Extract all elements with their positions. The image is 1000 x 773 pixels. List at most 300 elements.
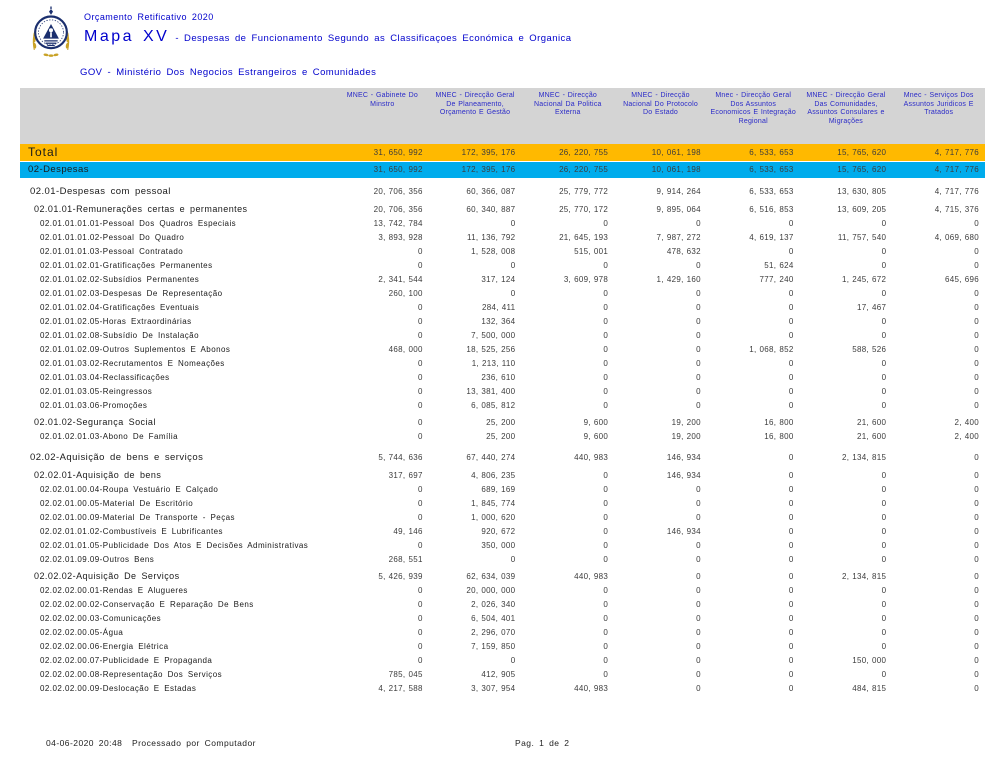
table-row — [20, 640, 985, 654]
cell-value: 777, 240 — [759, 275, 794, 284]
cell-value: 0 — [974, 471, 980, 480]
cell-value: 0 — [696, 359, 701, 368]
cell-value: 0 — [788, 471, 794, 480]
row-label: 02.02-Aquisição de bens e serviços — [30, 452, 204, 463]
cell-value: 588, 526 — [852, 345, 887, 354]
ministry-line: GOV - Ministério Dos Negocios Estrangeiros e Comunidades — [80, 67, 377, 78]
cell-value: 10, 061, 198 — [651, 165, 701, 174]
cell-value: 0 — [788, 670, 794, 679]
table-row — [20, 654, 985, 668]
cell-value: 0 — [510, 656, 516, 665]
cell-value: 0 — [974, 373, 980, 382]
cell-value: 0 — [788, 331, 794, 340]
cell-value: 6, 533, 653 — [749, 148, 794, 157]
cell-value: 440, 983 — [574, 572, 609, 581]
map-title-line — [84, 28, 571, 46]
cell-value: 0 — [788, 401, 794, 410]
cell-value: 49, 146 — [393, 527, 423, 536]
cell-value: 440, 983 — [574, 684, 609, 693]
table-row — [20, 315, 985, 329]
table-row — [20, 569, 985, 584]
cell-value: 0 — [788, 219, 794, 228]
cell-value: 0 — [696, 614, 701, 623]
cell-value: 10, 061, 198 — [651, 148, 701, 157]
budget-table — [20, 88, 985, 696]
cell-value: 0 — [696, 401, 701, 410]
cell-value: 0 — [603, 628, 609, 637]
column-header-classification — [20, 88, 336, 92]
cell-value: 0 — [603, 359, 609, 368]
cell-value: 0 — [603, 373, 609, 382]
cell-value: 0 — [788, 656, 794, 665]
cell-value: 0 — [881, 317, 887, 326]
cell-value: 0 — [417, 586, 423, 595]
row-label: 02.01.01.02.09-Outros Suplementos E Abonos — [40, 345, 231, 354]
table-row — [20, 287, 985, 301]
cell-value: 0 — [788, 586, 794, 595]
cell-value: 7, 159, 850 — [471, 642, 516, 651]
cell-value: 0 — [696, 345, 701, 354]
cell-value: 31, 650, 992 — [373, 148, 423, 157]
cell-value: 0 — [881, 628, 887, 637]
cell-value: 0 — [881, 586, 887, 595]
cell-value: 21, 600 — [857, 432, 887, 441]
cell-value: 0 — [603, 656, 609, 665]
row-label: 02.02.02.00.02-Conservação E Reparação De Bens — [40, 600, 254, 609]
table-row — [20, 343, 985, 357]
row-label: 02.02.02.00.03-Comunicações — [40, 614, 162, 623]
cell-value: 0 — [696, 331, 701, 340]
cell-value: 0 — [881, 485, 887, 494]
cell-value: 0 — [417, 387, 423, 396]
cell-value: 0 — [974, 247, 980, 256]
table-row — [20, 259, 985, 273]
cell-value: 60, 366, 087 — [466, 187, 516, 196]
cell-value: 0 — [974, 670, 980, 679]
cell-value: 0 — [417, 513, 423, 522]
cell-value: 478, 632 — [666, 247, 701, 256]
cell-value: 11, 136, 792 — [466, 233, 516, 242]
cell-value: 350, 000 — [481, 541, 516, 550]
cell-value: 0 — [696, 387, 701, 396]
cell-value: 0 — [417, 642, 423, 651]
column-header: MNEC - Direcção Nacional Do Protocolo Do Estado — [623, 92, 698, 116]
cell-value: 317, 124 — [481, 275, 516, 284]
cell-value: 0 — [603, 642, 609, 651]
cell-value: 0 — [788, 247, 794, 256]
cell-value: 4, 619, 137 — [749, 233, 794, 242]
row-label: 02.01.02.01.03-Abono De Família — [40, 432, 179, 441]
cell-value: 0 — [974, 628, 980, 637]
cell-value: 0 — [603, 289, 609, 298]
cell-value: 0 — [881, 387, 887, 396]
cell-value: 1, 213, 110 — [471, 359, 516, 368]
cell-value: 0 — [603, 303, 609, 312]
cell-value: 0 — [417, 331, 423, 340]
cell-value: 6, 504, 401 — [471, 614, 516, 623]
cell-value: 0 — [881, 471, 887, 480]
cell-value: 2, 400 — [954, 418, 980, 427]
cell-value: 1, 245, 672 — [841, 275, 887, 284]
cell-value: 2, 400 — [954, 432, 980, 441]
cape-verde-emblem-icon — [26, 6, 76, 62]
cell-value: 2, 026, 340 — [471, 600, 516, 609]
row-label: 02.01.01.02.03-Despesas De Representação — [40, 289, 223, 298]
row-label: 02.01.01.01.02-Pessoal Do Quadro — [40, 233, 185, 242]
cell-value: 484, 815 — [852, 684, 887, 693]
cell-value: 20, 000, 000 — [466, 586, 516, 595]
cell-value: 0 — [788, 485, 794, 494]
cell-value: 0 — [974, 642, 980, 651]
cell-value: 3, 893, 928 — [378, 233, 423, 242]
cell-value: 0 — [417, 373, 423, 382]
cell-value: 0 — [974, 555, 980, 564]
cell-value: 1, 429, 160 — [656, 275, 701, 284]
table-row — [20, 430, 985, 444]
cell-value: 0 — [417, 418, 423, 427]
cell-value: 0 — [788, 387, 794, 396]
table-row — [20, 231, 985, 245]
row-label: 02.01.01.03.05-Reingressos — [40, 387, 153, 396]
cell-value: 0 — [881, 527, 887, 536]
cell-value: 0 — [788, 289, 794, 298]
cell-value: 0 — [881, 541, 887, 550]
cell-value: 0 — [974, 684, 980, 693]
cell-value: 0 — [974, 656, 980, 665]
cell-value: 20, 706, 356 — [373, 187, 423, 196]
cell-value: 26, 220, 755 — [559, 148, 609, 157]
report-header — [84, 12, 571, 46]
cell-value: 0 — [417, 614, 423, 623]
row-label: 02.01.01.02.04-Gratificações Eventuais — [40, 303, 200, 312]
cell-value: 6, 085, 812 — [471, 401, 516, 410]
cell-value: 0 — [417, 317, 423, 326]
cell-value: 0 — [696, 628, 701, 637]
cell-value: 0 — [974, 317, 980, 326]
cell-value: 0 — [974, 541, 980, 550]
table-row — [20, 539, 985, 553]
cell-value: 0 — [974, 513, 980, 522]
cell-value: 9, 895, 064 — [656, 205, 701, 214]
row-label: 02.02.02.00.05-Água — [40, 628, 124, 637]
cell-value: 0 — [974, 614, 980, 623]
cell-value: 0 — [417, 401, 423, 410]
cell-value: 0 — [881, 499, 887, 508]
cell-value: 0 — [788, 684, 794, 693]
table-header-row — [20, 88, 985, 144]
cell-value: 2, 134, 815 — [841, 572, 887, 581]
row-label: 02.02.02.00.08-Representação Dos Serviços — [40, 670, 223, 679]
row-label: 02.01.01.03.04-Reclassificações — [40, 373, 170, 382]
table-row — [20, 399, 985, 413]
row-label: 02.02.01.00.09-Material De Transporte - Peças — [40, 513, 236, 522]
row-label: 02.02.01.09.09-Outros Bens — [40, 555, 155, 564]
cell-value: 146, 934 — [666, 453, 701, 462]
cell-value: 0 — [696, 541, 701, 550]
cell-value: 1, 068, 852 — [749, 345, 794, 354]
table-row — [20, 357, 985, 371]
cell-value: 2, 134, 815 — [841, 453, 887, 462]
cell-value: 0 — [417, 656, 423, 665]
cell-value: 20, 706, 356 — [373, 205, 423, 214]
cell-value: 0 — [603, 555, 609, 564]
table-row — [20, 612, 985, 626]
cell-value: 0 — [603, 401, 609, 410]
cell-value: 4, 217, 588 — [378, 684, 423, 693]
table-row — [20, 468, 985, 483]
cell-value: 0 — [881, 331, 887, 340]
cell-value: 1, 528, 008 — [471, 247, 516, 256]
cell-value: 0 — [417, 432, 423, 441]
cell-value: 5, 744, 636 — [378, 453, 423, 462]
cell-value: 0 — [696, 513, 701, 522]
cell-value: 0 — [603, 670, 609, 679]
cell-value: 0 — [696, 317, 701, 326]
row-label: 02.01.01.02.01-Gratificações Permanentes — [40, 261, 213, 270]
cell-value: 0 — [788, 527, 794, 536]
column-header: MNEC - Direcção Geral Das Comunidades, Assuntos Consulares e Migrações — [806, 92, 886, 125]
cell-value: 0 — [881, 614, 887, 623]
cell-value: 0 — [603, 541, 609, 550]
cell-value: 0 — [788, 642, 794, 651]
cell-value: 0 — [788, 373, 794, 382]
cell-value: 0 — [974, 303, 980, 312]
cell-value: 172, 395, 176 — [461, 148, 516, 157]
cell-value: 0 — [696, 586, 701, 595]
cell-value: 440, 983 — [574, 453, 609, 462]
column-header: MNEC - Direcção Geral De Planeamento, Orçamento E Gestão — [435, 92, 515, 116]
cell-value: 0 — [417, 261, 423, 270]
row-label: 02.01.01.03.02-Recrutamentos E Nomeações — [40, 359, 225, 368]
cell-value: 0 — [603, 600, 609, 609]
row-label: 02.02.01.00.05-Material De Escritório — [40, 499, 194, 508]
column-header: Mnec - Direcção Geral Dos Assuntos Economicos E Integração Regional — [710, 92, 796, 125]
cell-value: 0 — [974, 219, 980, 228]
cell-value: 2, 341, 544 — [378, 275, 423, 284]
cell-value: 689, 169 — [481, 485, 516, 494]
cell-value: 21, 600 — [857, 418, 887, 427]
table-row — [20, 511, 985, 525]
cell-value: 0 — [974, 485, 980, 494]
total-row — [20, 144, 985, 161]
cell-value: 0 — [974, 572, 980, 581]
cell-value: 6, 533, 653 — [749, 187, 794, 196]
cell-value: 0 — [417, 541, 423, 550]
table-row — [20, 450, 985, 466]
row-label: 02.02.02.00.09-Deslocação E Estadas — [40, 684, 197, 693]
cell-value: 0 — [788, 541, 794, 550]
row-label: 02.01-Despesas com pessoal — [30, 186, 171, 197]
cell-value: 0 — [974, 359, 980, 368]
cell-value: 0 — [881, 513, 887, 522]
cell-value: 0 — [510, 555, 516, 564]
table-row — [20, 584, 985, 598]
cell-value: 0 — [603, 586, 609, 595]
row-label: 02.02.01.01.05-Publicidade Dos Atos E Decisões Administrativas — [40, 541, 309, 550]
cell-value: 268, 551 — [388, 555, 423, 564]
cell-value: 0 — [974, 387, 980, 396]
cell-value: 3, 307, 954 — [471, 684, 516, 693]
cell-value: 0 — [417, 247, 423, 256]
cell-value: 146, 934 — [666, 471, 701, 480]
cell-value: 6, 533, 653 — [749, 165, 794, 174]
table-row — [20, 184, 985, 200]
cell-value: 9, 600 — [583, 418, 609, 427]
row-label: 02.01.01.01.03-Pessoal Contratado — [40, 247, 184, 256]
cell-value: 51, 624 — [764, 261, 794, 270]
cell-value: 0 — [788, 614, 794, 623]
cell-value: 0 — [603, 471, 609, 480]
cell-value: 1, 000, 620 — [471, 513, 516, 522]
cell-value: 0 — [881, 600, 887, 609]
cell-value: 0 — [603, 614, 609, 623]
column-header: MNEC - Gabinete Do Minstro — [346, 92, 418, 108]
table-row — [20, 329, 985, 343]
table-row — [20, 626, 985, 640]
table-row — [20, 202, 985, 217]
cell-value: 0 — [974, 331, 980, 340]
cell-value: 0 — [974, 600, 980, 609]
cell-value: 21, 645, 193 — [559, 233, 609, 242]
row-label: 02.02.01.01.02-Combustíveis E Lubrificantes — [40, 527, 223, 536]
cell-value: 0 — [696, 555, 701, 564]
cell-value: 0 — [696, 261, 701, 270]
cell-value: 645, 696 — [944, 275, 980, 284]
table-body — [20, 144, 985, 696]
row-label: 02.02.02.00.01-Rendas E Alugueres — [40, 586, 188, 595]
cell-value: 31, 650, 992 — [373, 165, 423, 174]
cell-value: 18, 525, 256 — [466, 345, 516, 354]
cell-value: 25, 770, 172 — [559, 205, 609, 214]
cell-value: 284, 411 — [481, 303, 516, 312]
table-row — [20, 668, 985, 682]
cell-value: 0 — [788, 317, 794, 326]
table-row — [20, 497, 985, 511]
footer-page-number: Pag. 1 de 2 — [515, 738, 570, 748]
row-label: 02.02.02.00.06-Energia Elétrica — [40, 642, 169, 651]
cell-value: 26, 220, 755 — [559, 165, 609, 174]
cell-value: 172, 395, 176 — [461, 165, 516, 174]
cell-value: 0 — [417, 359, 423, 368]
cell-value: 0 — [417, 600, 423, 609]
cell-value: 0 — [603, 331, 609, 340]
table-row — [20, 682, 985, 696]
cell-value: 146, 934 — [666, 527, 701, 536]
cell-value: 0 — [881, 373, 887, 382]
cell-value: 6, 516, 853 — [749, 205, 794, 214]
table-row — [20, 273, 985, 287]
cell-value: 0 — [974, 401, 980, 410]
cell-value: 9, 600 — [583, 432, 609, 441]
cell-value: 0 — [696, 289, 701, 298]
cell-value: 468, 000 — [388, 345, 423, 354]
row-label: 02.02.01.00.04-Roupa Vestuário E Calçado — [40, 485, 219, 494]
cell-value: 0 — [881, 670, 887, 679]
cell-value: 7, 500, 000 — [471, 331, 516, 340]
despesas-row-label: 02-Despesas — [28, 164, 89, 175]
cell-value: 3, 609, 978 — [563, 275, 609, 284]
cell-value: 15, 765, 620 — [837, 148, 887, 157]
despesas-row — [20, 162, 985, 178]
cell-value: 132, 364 — [481, 317, 516, 326]
cell-value: 0 — [603, 219, 609, 228]
table-row — [20, 385, 985, 399]
row-label: 02.02.02-Aquisição De Serviços — [34, 571, 180, 581]
map-subtitle: - Despesas de Funcionamento Segundo as Classificaçoes Económica e Organica — [175, 33, 572, 44]
cell-value: 0 — [696, 600, 701, 609]
row-label: 02.01.01.02.02-Subsídios Permanentes — [40, 275, 200, 284]
cell-value: 13, 630, 805 — [837, 187, 887, 196]
cell-value: 0 — [510, 219, 516, 228]
table-row — [20, 371, 985, 385]
cell-value: 9, 914, 264 — [656, 187, 701, 196]
cell-value: 13, 742, 784 — [373, 219, 423, 228]
cell-value: 150, 000 — [852, 656, 887, 665]
cell-value: 0 — [974, 289, 980, 298]
cell-value: 0 — [603, 317, 609, 326]
cell-value: 0 — [696, 656, 701, 665]
cell-value: 25, 200 — [486, 432, 516, 441]
cell-value: 0 — [881, 359, 887, 368]
table-row — [20, 301, 985, 315]
cell-value: 17, 467 — [857, 303, 887, 312]
cell-value: 0 — [696, 642, 701, 651]
cell-value: 0 — [603, 499, 609, 508]
cell-value: 0 — [881, 642, 887, 651]
cell-value: 13, 381, 400 — [466, 387, 516, 396]
cell-value: 0 — [696, 572, 701, 581]
row-label: 02.01.01.02.05-Horas Extraordinárias — [40, 317, 192, 326]
cell-value: 15, 765, 620 — [837, 165, 887, 174]
cell-value: 0 — [696, 670, 701, 679]
cell-value: 236, 610 — [481, 373, 516, 382]
cell-value: 0 — [417, 499, 423, 508]
cell-value: 0 — [881, 261, 887, 270]
cell-value: 0 — [788, 499, 794, 508]
cell-value: 0 — [881, 555, 887, 564]
row-label: 02.01.02-Segurança Social — [34, 417, 156, 427]
cell-value: 0 — [974, 345, 980, 354]
cell-value: 0 — [974, 586, 980, 595]
row-label: 02.01.01.02.08-Subsídio De Instalação — [40, 331, 199, 340]
cell-value: 0 — [510, 261, 516, 270]
cell-value: 16, 800 — [764, 418, 794, 427]
cell-value: 0 — [417, 628, 423, 637]
cell-value: 0 — [788, 453, 794, 462]
table-row — [20, 483, 985, 497]
footer-processed-label: Processado por Computador — [132, 738, 256, 748]
cell-value: 0 — [881, 219, 887, 228]
cell-value: 25, 779, 772 — [559, 187, 609, 196]
map-number-label: Mapa XV — [84, 28, 170, 45]
cell-value: 0 — [417, 303, 423, 312]
cell-value: 16, 800 — [764, 432, 794, 441]
cell-value: 0 — [974, 453, 980, 462]
cell-value: 260, 100 — [388, 289, 423, 298]
table-row — [20, 415, 985, 430]
cell-value: 0 — [603, 485, 609, 494]
cell-value: 0 — [974, 527, 980, 536]
cell-value: 0 — [974, 261, 980, 270]
cell-value: 0 — [788, 600, 794, 609]
cell-value: 0 — [603, 513, 609, 522]
table-row — [20, 217, 985, 231]
report-title: Orçamento Retificativo 2020 — [84, 12, 214, 22]
row-label: 02.02.02.00.07-Publicidade E Propaganda — [40, 656, 213, 665]
cell-value: 0 — [603, 387, 609, 396]
cell-value: 4, 715, 376 — [934, 205, 980, 214]
cell-value: 0 — [603, 345, 609, 354]
